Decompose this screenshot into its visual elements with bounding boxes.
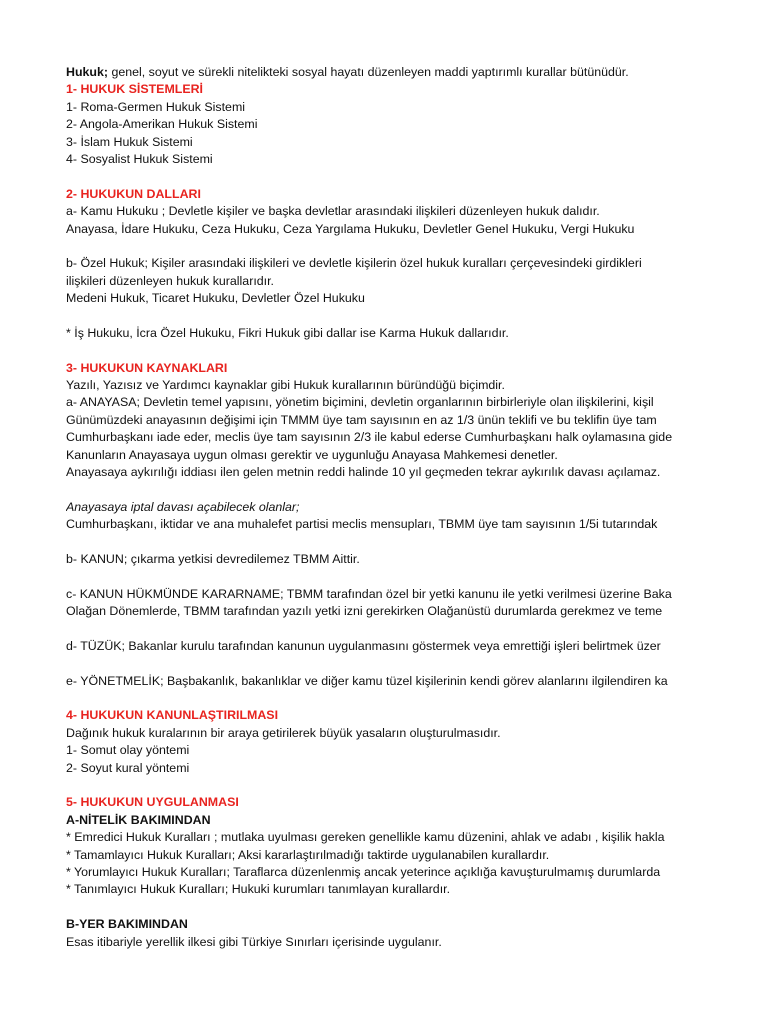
paragraph-line: Cumhurbaşkanı, iktidar ve ana muhalefet partisi meclis mensupları, TBMM üye tam sayısının 1/5i tutarındak	[66, 517, 658, 532]
spacer	[66, 534, 686, 551]
section-heading-uygulanmasi: 5- HUKUKUN UYGULANMASI	[66, 795, 239, 810]
spacer	[66, 307, 686, 324]
paragraph-line: a- Kamu Hukuku ; Devletle kişiler ve başka devletlar arasındaki ilişkileri düzenleyen hukuk dalıdır.	[66, 204, 600, 219]
paragraph-line: ilişkileri düzenleyen hukuk kurallarıdır.	[66, 273, 274, 288]
paragraph-line: Anayasaya aykırılığı iddiası ilen gelen metnin reddi halinde 10 yıl geçmeden tekrar aykırılık davası açılamaz.	[66, 464, 661, 479]
list-item: 2- Soyut kural yöntemi	[66, 760, 190, 775]
note-line: * İş Hukuku, İcra Özel Hukuku, Fikri Hukuk gibi dallar ise Karma Hukuk dallarıdır.	[66, 325, 509, 340]
paragraph-line: Medeni Hukuk, Ticaret Hukuku, Devletler Özel Hukuku	[66, 291, 365, 306]
spacer	[66, 481, 686, 498]
section-heading-sistemleri: 1- HUKUK SİSTEMLERİ	[66, 82, 203, 97]
paragraph-line: Cumhurbaşkanı iade eder, meclis üye tam sayısının 2/3 ile kabul ederse Cumhurbaşkanı halk oylamasına gide	[66, 430, 673, 445]
list-item: 1- Somut olay yöntemi	[66, 743, 190, 758]
list-item: * Tamamlayıcı Hukuk Kuralları; Aksi kararlaştırılmadığı taktirde uygulanabilen kurallardır.	[66, 847, 550, 862]
paragraph-line: Dağınık hukuk kuralarının bir araya getirilerek büyük yasaların oluşturulmasıdır.	[66, 725, 501, 740]
intro-line	[66, 64, 686, 81]
spacer	[66, 690, 686, 707]
spacer	[66, 621, 686, 638]
spacer	[66, 655, 686, 672]
spacer	[66, 777, 686, 794]
spacer	[66, 342, 686, 359]
spacer	[66, 568, 686, 585]
list-item: * Yorumlayıcı Hukuk Kuralları; Taraflarca düzenlenmiş ancak yeterince açıklığa kavuşturulmamış durumlarda	[66, 864, 661, 879]
list-item: 2- Angola-Amerikan Hukuk Sistemi	[66, 117, 258, 132]
paragraph-line: a- ANAYASA; Devletin temel yapısını, yönetim biçimini, devletin organlarının birbirleriyle olan ilişkilerini, kişil	[66, 395, 654, 410]
paragraph-line: Olağan Dönemlerde, TBMM tarafından yazılı yetki izni gerekirken Olağanüstü durumlarda gerekmez ve teme	[66, 604, 663, 619]
intro-definition: genel, soyut ve sürekli nitelikteki sosyal hayatı düzenleyen maddi yaptırımlı kurallar bütünüdür.	[108, 65, 629, 79]
subheading-nitelik: A-NİTELİK BAKIMINDAN	[66, 812, 211, 827]
list-item: * Tanımlayıcı Hukuk Kuralları; Hukuki kurumları tanımlayan kurallardır.	[66, 882, 451, 897]
spacer	[66, 238, 686, 255]
section-heading-kaynaklari: 3- HUKUKUN KAYNAKLARI	[66, 360, 228, 375]
section-heading-kanunlastirilmasi: 4- HUKUKUN KANUNLAŞTIRILMASI	[66, 708, 279, 723]
list-item: * Emredici Hukuk Kuralları ; mutlaka uyulması gereken genellikle kamu düzenini, ahlak ve adabı , kişilik hakla	[66, 830, 665, 845]
paragraph-line: Günümüzdeki anayasının değişimi için TMMM üye tam sayısının en az 1/3 ünün teklifi ve bu teklifin üye tam	[66, 412, 657, 427]
paragraph-line: Kanunların Anayasaya uygun olması gerektir ve uygunluğu Anayasa Mahkemesi denetler.	[66, 447, 558, 462]
intro-term: Hukuk;	[66, 65, 108, 79]
paragraph-line: e- YÖNETMELİK; Başbakanlık, bakanlıklar ve diğer kamu tüzel kişilerinin kendi görev alanlarını ilgilendiren ka	[66, 673, 668, 688]
list-item: 1- Roma-Germen Hukuk Sistemi	[66, 99, 246, 114]
paragraph-line: Anayasa, İdare Hukuku, Ceza Hukuku, Ceza Yargılama Hukuku, Devletler Genel Hukuku, Vergi Hukuku	[66, 221, 635, 236]
spacer	[66, 899, 686, 916]
paragraph-line: c- KANUN HÜKMÜNDE KARARNAME; TBMM tarafından özel bir yetki kanunu ile yetki verilmesi üzerine Baka	[66, 586, 672, 601]
paragraph-line: d- TÜZÜK; Bakanlar kurulu tarafından kanunun uygulanmasını göstermek veya emrettiği işleri belirtmek üzer	[66, 638, 661, 653]
spacer	[66, 168, 686, 185]
list-item: 4- Sosyalist Hukuk Sistemi	[66, 151, 213, 166]
italic-subtitle: Anayasaya iptal davası açabilecek olanlar;	[66, 499, 300, 514]
paragraph-line: b- Özel Hukuk; Kişiler arasındaki ilişkileri ve devletle kişilerin özel hukuk kuralları çerçevesindeki girdikleri	[66, 256, 642, 271]
paragraph-line: Yazılı, Yazısız ve Yardımcı kaynaklar gibi Hukuk kurallarının büründüğü biçimdir.	[66, 378, 505, 393]
paragraph-line: Esas itibariyle yerellik ilkesi gibi Türkiye Sınırları içerisinde uygulanır.	[66, 934, 442, 949]
paragraph-line: b- KANUN; çıkarma yetkisi devredilemez TBMM Aittir.	[66, 551, 360, 566]
section-heading-dallari: 2- HUKUKUN DALLARI	[66, 186, 201, 201]
list-item: 3- İslam Hukuk Sistemi	[66, 134, 193, 149]
document-page	[66, 64, 686, 951]
subheading-yer: B-YER BAKIMINDAN	[66, 917, 188, 932]
